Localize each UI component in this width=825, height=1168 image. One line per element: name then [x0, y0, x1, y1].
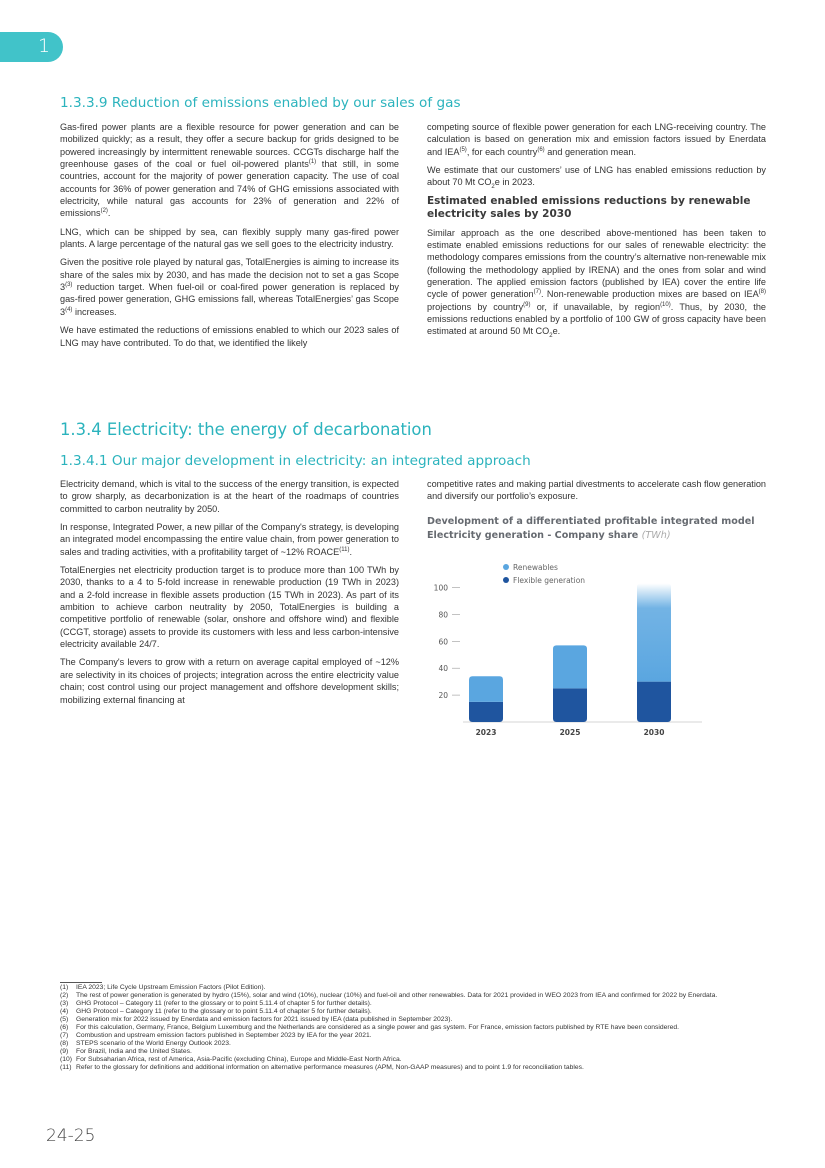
- footnote-text: For Brazil, India and the United States.: [76, 1047, 192, 1055]
- footnote-item: [60, 1000, 766, 1008]
- footnote-item: [60, 1008, 766, 1016]
- y-tick-label: 40: [438, 664, 448, 674]
- footnote-number: (10): [60, 1055, 73, 1063]
- chapter-tab: [0, 32, 63, 62]
- bar-renewables-2023: [469, 676, 503, 702]
- footnote-rule: [60, 982, 102, 983]
- footnote-number: (2): [60, 991, 69, 999]
- page-number: 24-25: [46, 1126, 96, 1146]
- paragraph: TotalEnergies net electricity production target is to produce more than 100 TWh by 2030, thanks to a 4 to 5-fold increase in renewable production (19 TWh in 2023) and a 2-fold increase in flexible assets production (15 TWh in 2023). As part of its ambition to achieve carbon neutrality by 2050, TotalEnergies is building a competitive portfolio of renewable (solar, onshore and offshore wind) and flexible (CCGT, storage) assets to provide its customers with less and less carbon-intensive electricity available 24/7.: [60, 565, 399, 650]
- footnote-text: Combustion and upstream emission factors published in September 2023 by IEA for the year 2021.: [76, 1031, 372, 1039]
- footnote-number: (9): [60, 1047, 69, 1055]
- footnote-item: [60, 1048, 766, 1056]
- section-heading-electricity: 1.3.4 Electricity: the energy of decarbonation: [60, 420, 432, 439]
- paragraph: LNG, which can be shipped by sea, can flexibly supply many gas-fired power plants. A large percentage of the natural gas we sell goes to the electricity industry.: [60, 226, 399, 250]
- bar-renewables-2025: [553, 645, 587, 688]
- y-tick-label: 80: [438, 610, 448, 620]
- x-tick-label: 2025: [559, 728, 581, 737]
- bar-flexible-generation-2025: [553, 688, 587, 722]
- footnote-number: (7): [60, 1031, 69, 1039]
- chart-title: [427, 515, 767, 542]
- y-tick-label: 60: [438, 637, 448, 647]
- subheading-renewable: Estimated enabled emissions reductions by renewable electricity sales by 2030: [427, 194, 751, 220]
- footnote-item: [60, 992, 766, 1000]
- footnote-text: STEPS scenario of the World Energy Outlook 2023.: [76, 1039, 231, 1047]
- paragraph: competitive rates and making partial divestments to accelerate cash flow generation and diversify our portfolio’s exposure.: [427, 479, 766, 502]
- electricity-generation-chart: [427, 555, 717, 745]
- legend-label: Renewables: [513, 563, 558, 572]
- footnote-text: GHG Protocol – Category 11 (refer to the glossary or to point 5.11.4 of chapter 5 for further details).: [76, 1007, 372, 1015]
- x-tick-label: 2030: [643, 728, 665, 737]
- legend-swatch: [503, 564, 509, 570]
- footnote-item: [60, 1016, 766, 1024]
- footnote-number: (8): [60, 1039, 69, 1047]
- chart-title-line: Development of a differentiated profitable integrated model: [427, 516, 755, 527]
- footnote-item: [60, 1032, 766, 1040]
- footnote-item: [60, 1040, 766, 1048]
- footnote-text: Refer to the glossary for definitions and additional information on alternative performance measures (APM, Non-GAAP measures) and to point 1.9 for reconciliation tables.: [76, 1063, 584, 1071]
- section-heading-gas: 1.3.3.9 Reduction of emissions enabled by our sales of gas: [60, 95, 461, 111]
- paragraph: Gas-fired power plants are a flexible resource for power generation and can be mobilized quickly; as a result, they offer a secure backup for grids designed to be powered increasingly by intermittent renewable sources. CCGTs discharge half the greenhouse gases of the coal or fuel oil-powered plants$^{(1)}$ that still, in some countries, account for the majority of power generation capacity. The use of coal accounts for 36% of power generation and 74% of GHG emissions associated with electricity, while natural gas accounts for 23% of generation and 22% of emissions$^{(2)}$.: [60, 122, 399, 219]
- footnote-text: IEA 2023; Life Cycle Upstream Emission Factors (Pilot Edition).: [76, 984, 266, 991]
- footnote-text: For this calculation, Germany, France, Belgium Luxemburg and the Netherlands are considered as a single power and gas system. For France, emission factors published by RTE have been considered.: [76, 1023, 680, 1031]
- paragraph: Electricity demand, which is vital to the success of the energy transition, is expected to grow sharply, as decarbonization is at the heart of the roadmaps of countries committed to carbon neutrality by 2050.: [60, 479, 399, 514]
- footnote-number: (11): [60, 1063, 72, 1071]
- y-tick-label: 100: [433, 583, 448, 593]
- paragraph: We estimate that our customers’ use of LNG has enabled emissions reduction by about 70 Mt $CO_2e$ in 2023.: [427, 165, 766, 191]
- sec2-right-column: [427, 478, 766, 509]
- footnote-number: (5): [60, 1015, 69, 1023]
- footnote-text: For Subsaharian Africa, rest of America, Asia-Pacific (excluding China), Europe and Middle-East North Africa.: [76, 1055, 402, 1063]
- chart-subtitle-line: Electricity generation - Company share (TWh): [427, 529, 671, 541]
- paragraph: In response, Integrated Power, a new pillar of the Company's strategy, is developing an integrated model encompassing the entire value chain, from power generation to sales and trading activities, with a profitability target of ~12% ROACE$^{(11)}$.: [60, 522, 399, 557]
- paragraph: The Company's levers to grow with a return on average capital employed of ~12% are selectivity in its choices of projects; integration across the entire electricity value chain; cost control using our project management and offshore development skills; mobilizing external financing at: [60, 657, 399, 705]
- footnote-text: GHG Protocol – Category 11 (refer to the glossary or to point 5.11.4 of chapter 5 for further details).: [76, 999, 372, 1007]
- paragraph: Similar approach as the one described above-mentioned has been taken to estimate enabled emissions reductions for our sales of renewable electricity: the methodology compares emissions from the country’s alternative non-renewable mix (following the methodology applied by IRENA) and the ones from solar and wind generation. The applied emission factors (published by IEA) cover the entire life cycle of power generation$^{(7)}$. Non-renewable production mixes are based on IEA$^{(8)}$ projections by country$^{(9)}$ or, if unavailable, by region$^{(10)}$. Thus, by 2030, the emissions reductions enabled by a portfolio of 100 GW of gross capacity have been estimated at around 50 Mt $CO_2e$.: [427, 227, 767, 340]
- legend-label: Flexible generation: [513, 576, 586, 585]
- footnote-text: Generation mix for 2022 issued by Enerdata and emission factors for 2021 issued by IEA (data published in September 2023).: [76, 1015, 453, 1023]
- paragraph: Given the positive role played by natural gas, TotalEnergies is aiming to increase its share of the sales mix by 2030, and has made the decision not to set a gas Scope 3$^{(3)}$ reduction target. When fuel-oil or coal-fired power generation is replaced by gas-fired power generation, GHG emissions fall, whereas TotalEnergies’ gas Scope 3$^{(4)}$ increases.: [60, 257, 399, 317]
- chapter-number: 1: [38, 35, 51, 57]
- sec2-left-column: [60, 478, 399, 712]
- footnote-number: (1): [60, 984, 69, 991]
- paragraph: We have estimated the reductions of emissions enabled to which our 2023 sales of LNG may have contributed. To do that, we identified the likely: [60, 325, 399, 348]
- legend-swatch: [503, 577, 509, 583]
- x-tick-label: 2023: [475, 728, 497, 737]
- footnote-number: (3): [60, 999, 69, 1007]
- footnote-number: (6): [60, 1023, 69, 1031]
- y-tick-label: 20: [438, 691, 448, 701]
- footnote-number: (4): [60, 1007, 69, 1015]
- subsection-heading-integrated: 1.3.4.1 Our major development in electricity: an integrated approach: [60, 453, 531, 469]
- paragraph: competing source of flexible power generation for each LNG-receiving country. The calculation is based on generation mix and emission factors issued by Enerdata and IEA$^{(5)}$, for each country$^{(6)}$ and generation mean.: [427, 122, 766, 157]
- footnotes: [60, 984, 766, 1071]
- bar-flexible-generation-2030: [637, 682, 671, 722]
- footnote-item: [60, 1024, 766, 1032]
- sec1-right-column: [427, 121, 766, 344]
- footnote-text: The rest of power generation is generated by hydro (15%), solar and wind (10%), nuclear (10%) and fuel-oil and other renewables. Data for 2021 provided in WEO 2023 from IEA and confirmed for 2022 by Enerdata.: [76, 991, 718, 999]
- bar-flexible-generation-2023: [469, 702, 503, 722]
- bar-renewables-2030: [637, 583, 671, 681]
- footnote-item: [60, 1064, 766, 1072]
- sec1-left-column: [60, 121, 399, 355]
- footnote-item: [60, 984, 766, 992]
- footnote-item: [60, 1056, 766, 1064]
- chart-unit: (TWh): [641, 529, 671, 541]
